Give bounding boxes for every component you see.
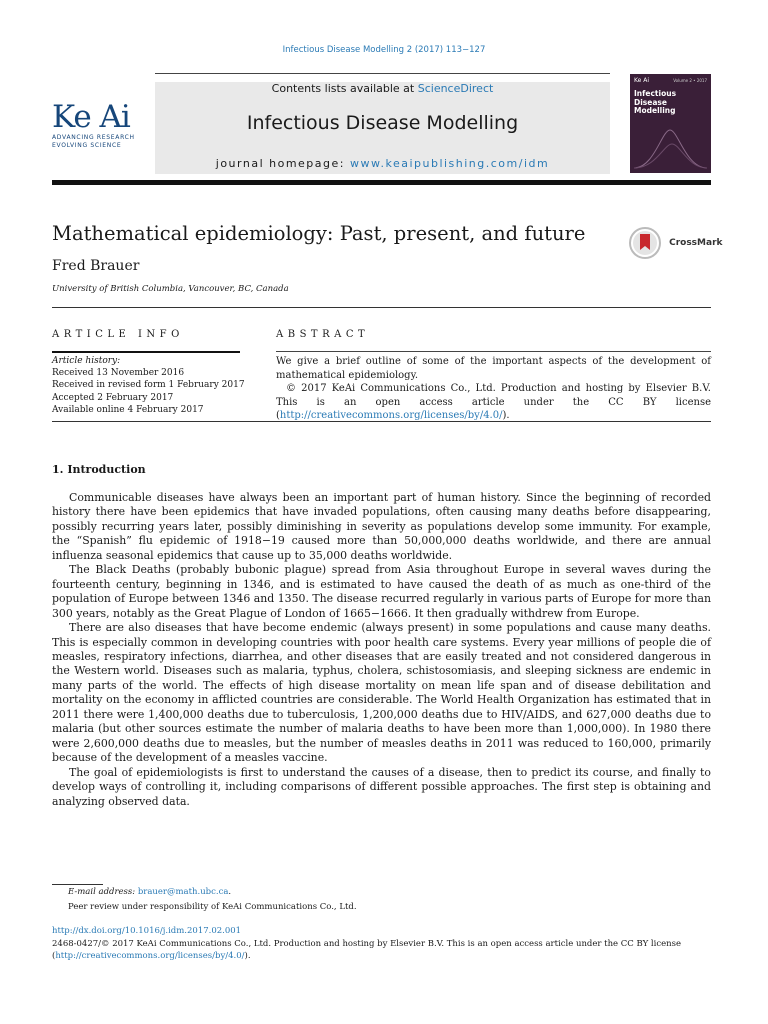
footnote-email bbox=[68, 887, 231, 897]
crossmark-icon bbox=[628, 226, 664, 260]
journal-title: Infectious Disease Modelling bbox=[246, 112, 519, 134]
logo-wordmark: Ke Ai bbox=[52, 99, 130, 135]
contents-line bbox=[155, 82, 610, 95]
keai-logo bbox=[52, 100, 142, 150]
copyright-notice bbox=[52, 938, 711, 962]
contents-prefix: Contents lists available at bbox=[271, 82, 418, 95]
author-affiliation: University of British Columbia, Vancouver, BC, Canada bbox=[52, 284, 289, 294]
author-name: Fred Brauer bbox=[52, 258, 140, 274]
article-info-rule bbox=[52, 351, 240, 353]
sciencedirect-link[interactable]: ScienceDirect bbox=[417, 82, 494, 95]
abstract-body bbox=[276, 355, 711, 423]
doi-link[interactable]: http://dx.doi.org/10.1016/j.idm.2017.02.001 bbox=[52, 926, 242, 936]
article-info-heading: ARTICLE INFO bbox=[52, 329, 184, 340]
journal-cover[interactable] bbox=[630, 74, 711, 173]
article-title: Mathematical epidemiology: Past, present, and future bbox=[52, 222, 586, 245]
divider bbox=[52, 307, 711, 308]
crossmark-badge[interactable] bbox=[628, 226, 723, 260]
homepage-link[interactable]: www.keaipublishing.com/idm bbox=[349, 157, 550, 170]
abstract-text: We give a brief outline of some of the important aspects of the development of mathematical epidemiology. bbox=[276, 356, 711, 381]
journal-citation[interactable]: Infectious Disease Modelling 2 (2017) 113−127 bbox=[282, 45, 486, 55]
cover-title: Infectious Disease Modelling bbox=[634, 89, 677, 115]
history-label: Article history: bbox=[52, 356, 121, 366]
email-label: E-mail address: bbox=[68, 887, 138, 897]
cover-brand: Ke Ai bbox=[634, 77, 650, 84]
section-body bbox=[52, 491, 711, 809]
history-revised: Received in revised form 1 February 2017 bbox=[52, 380, 245, 391]
paragraph: The Black Deaths (probably bubonic plague) spread from Asia throughout Europe in several waves during the fourteenth century, beginning in 1346, and is estimated to have caused the death of as much as one-third of the population of Europe between 1346 and 1350. The disease recurred regularly in various parts of Europe for more than 300 years, notably as the Great Plague of London of 1665−1666. It then gradually withdrew from Europe. bbox=[52, 563, 711, 620]
footnote-rule bbox=[52, 884, 103, 885]
footnote-peer-review: Peer review under responsibility of KeAi Communications Co., Ltd. bbox=[68, 902, 357, 912]
paragraph: The goal of epidemiologists is first to understand the causes of a disease, then to predict its course, and finally to develop ways of controlling it, including comparisons of different possible approaches. The first step is obtaining and analyzing observed data. bbox=[52, 765, 711, 808]
logo-tagline-2: EVOLVING SCIENCE bbox=[52, 142, 122, 149]
header-divider-thick bbox=[52, 180, 711, 185]
paragraph: There are also diseases that have become endemic (always present) in some populations and cause many deaths. This is especially common in developing countries with poor health care systems. Every year millions of people die of measles, respiratory infections, diarrhea, and other diseases that are easily treated and not considered dangerous in the Western world. Diseases such as malaria, typhus, cholera, schistosomiasis, and sleeping sickness are endemic in many parts of the world. The effects of high disease mortality on mean life span and of disease debilitation and mortality on the economy in afflicted countries are considerable. The World Health Organization has estimated that in 2011 there were 1,400,000 deaths due to tuberculosis, 1,200,000 deaths due to HIV/AIDS, and 627,000 deaths due to malaria (but other sources estimate the number of malaria deaths to have been more than 1,000,000). In 1980 there were 2,600,000 deaths due to measles, but the number of measles deaths in 2011 was reduced to 160,000, primarily because of the development of a measles vaccine. bbox=[52, 621, 711, 765]
license-prefix: © 2017 KeAi Communications Co., Ltd. Production and hosting by Elsevier B.V. This is an open access article under the CC BY license ( bbox=[276, 383, 711, 421]
license-link[interactable]: http://creativecommons.org/licenses/by/4.0/ bbox=[279, 410, 503, 421]
paragraph: Communicable diseases have always been an important part of human history. Since the beginning of recorded history there have been epidemics that have invaded populations, often causing many deaths before disappearing, possibly recurring years later, possibly diminishing in severity as populations develop some immunity. For example, the “Spanish” flu epidemic of 1918−19 caused more than 50,000,000 deaths worldwide, and there are annual influenza seasonal epidemics that cause up to 35,000 deaths worldwide. bbox=[52, 491, 711, 562]
abstract-license bbox=[276, 382, 711, 423]
header-divider-top bbox=[155, 73, 610, 74]
abstract-rule bbox=[276, 351, 711, 352]
cover-issue: Volume 2 • 2017 bbox=[673, 78, 707, 83]
email-link[interactable]: brauer@math.ubc.ca bbox=[137, 887, 229, 897]
history-received: Received 13 November 2016 bbox=[52, 368, 185, 379]
journal-homepage bbox=[155, 157, 610, 170]
journal-banner bbox=[155, 82, 610, 174]
email-suffix: . bbox=[228, 887, 232, 897]
section-heading: 1. Introduction bbox=[52, 463, 146, 476]
crossmark-label: CrossMark bbox=[669, 238, 723, 248]
license-suffix: ). bbox=[502, 410, 510, 421]
logo-tagline bbox=[52, 134, 142, 150]
copyright-link[interactable]: http://creativecommons.org/licenses/by/4.0/ bbox=[55, 951, 245, 961]
divider bbox=[52, 421, 711, 422]
homepage-prefix: journal homepage: bbox=[215, 157, 350, 170]
article-history bbox=[52, 355, 245, 416]
cover-curve-graphic bbox=[632, 126, 709, 170]
abstract-heading: ABSTRACT bbox=[276, 329, 370, 340]
history-accepted: Accepted 2 February 2017 bbox=[52, 392, 174, 403]
logo-tagline-1: ADVANCING RESEARCH bbox=[52, 134, 135, 141]
copyright-prefix: 2468-0427/© 2017 KeAi Communications Co., Ltd. Production and hosting by Elsevier B.V. This is an open access article under the CC BY license ( bbox=[52, 939, 681, 961]
history-online: Available online 4 February 2017 bbox=[52, 404, 204, 415]
copyright-suffix: ). bbox=[244, 951, 251, 961]
